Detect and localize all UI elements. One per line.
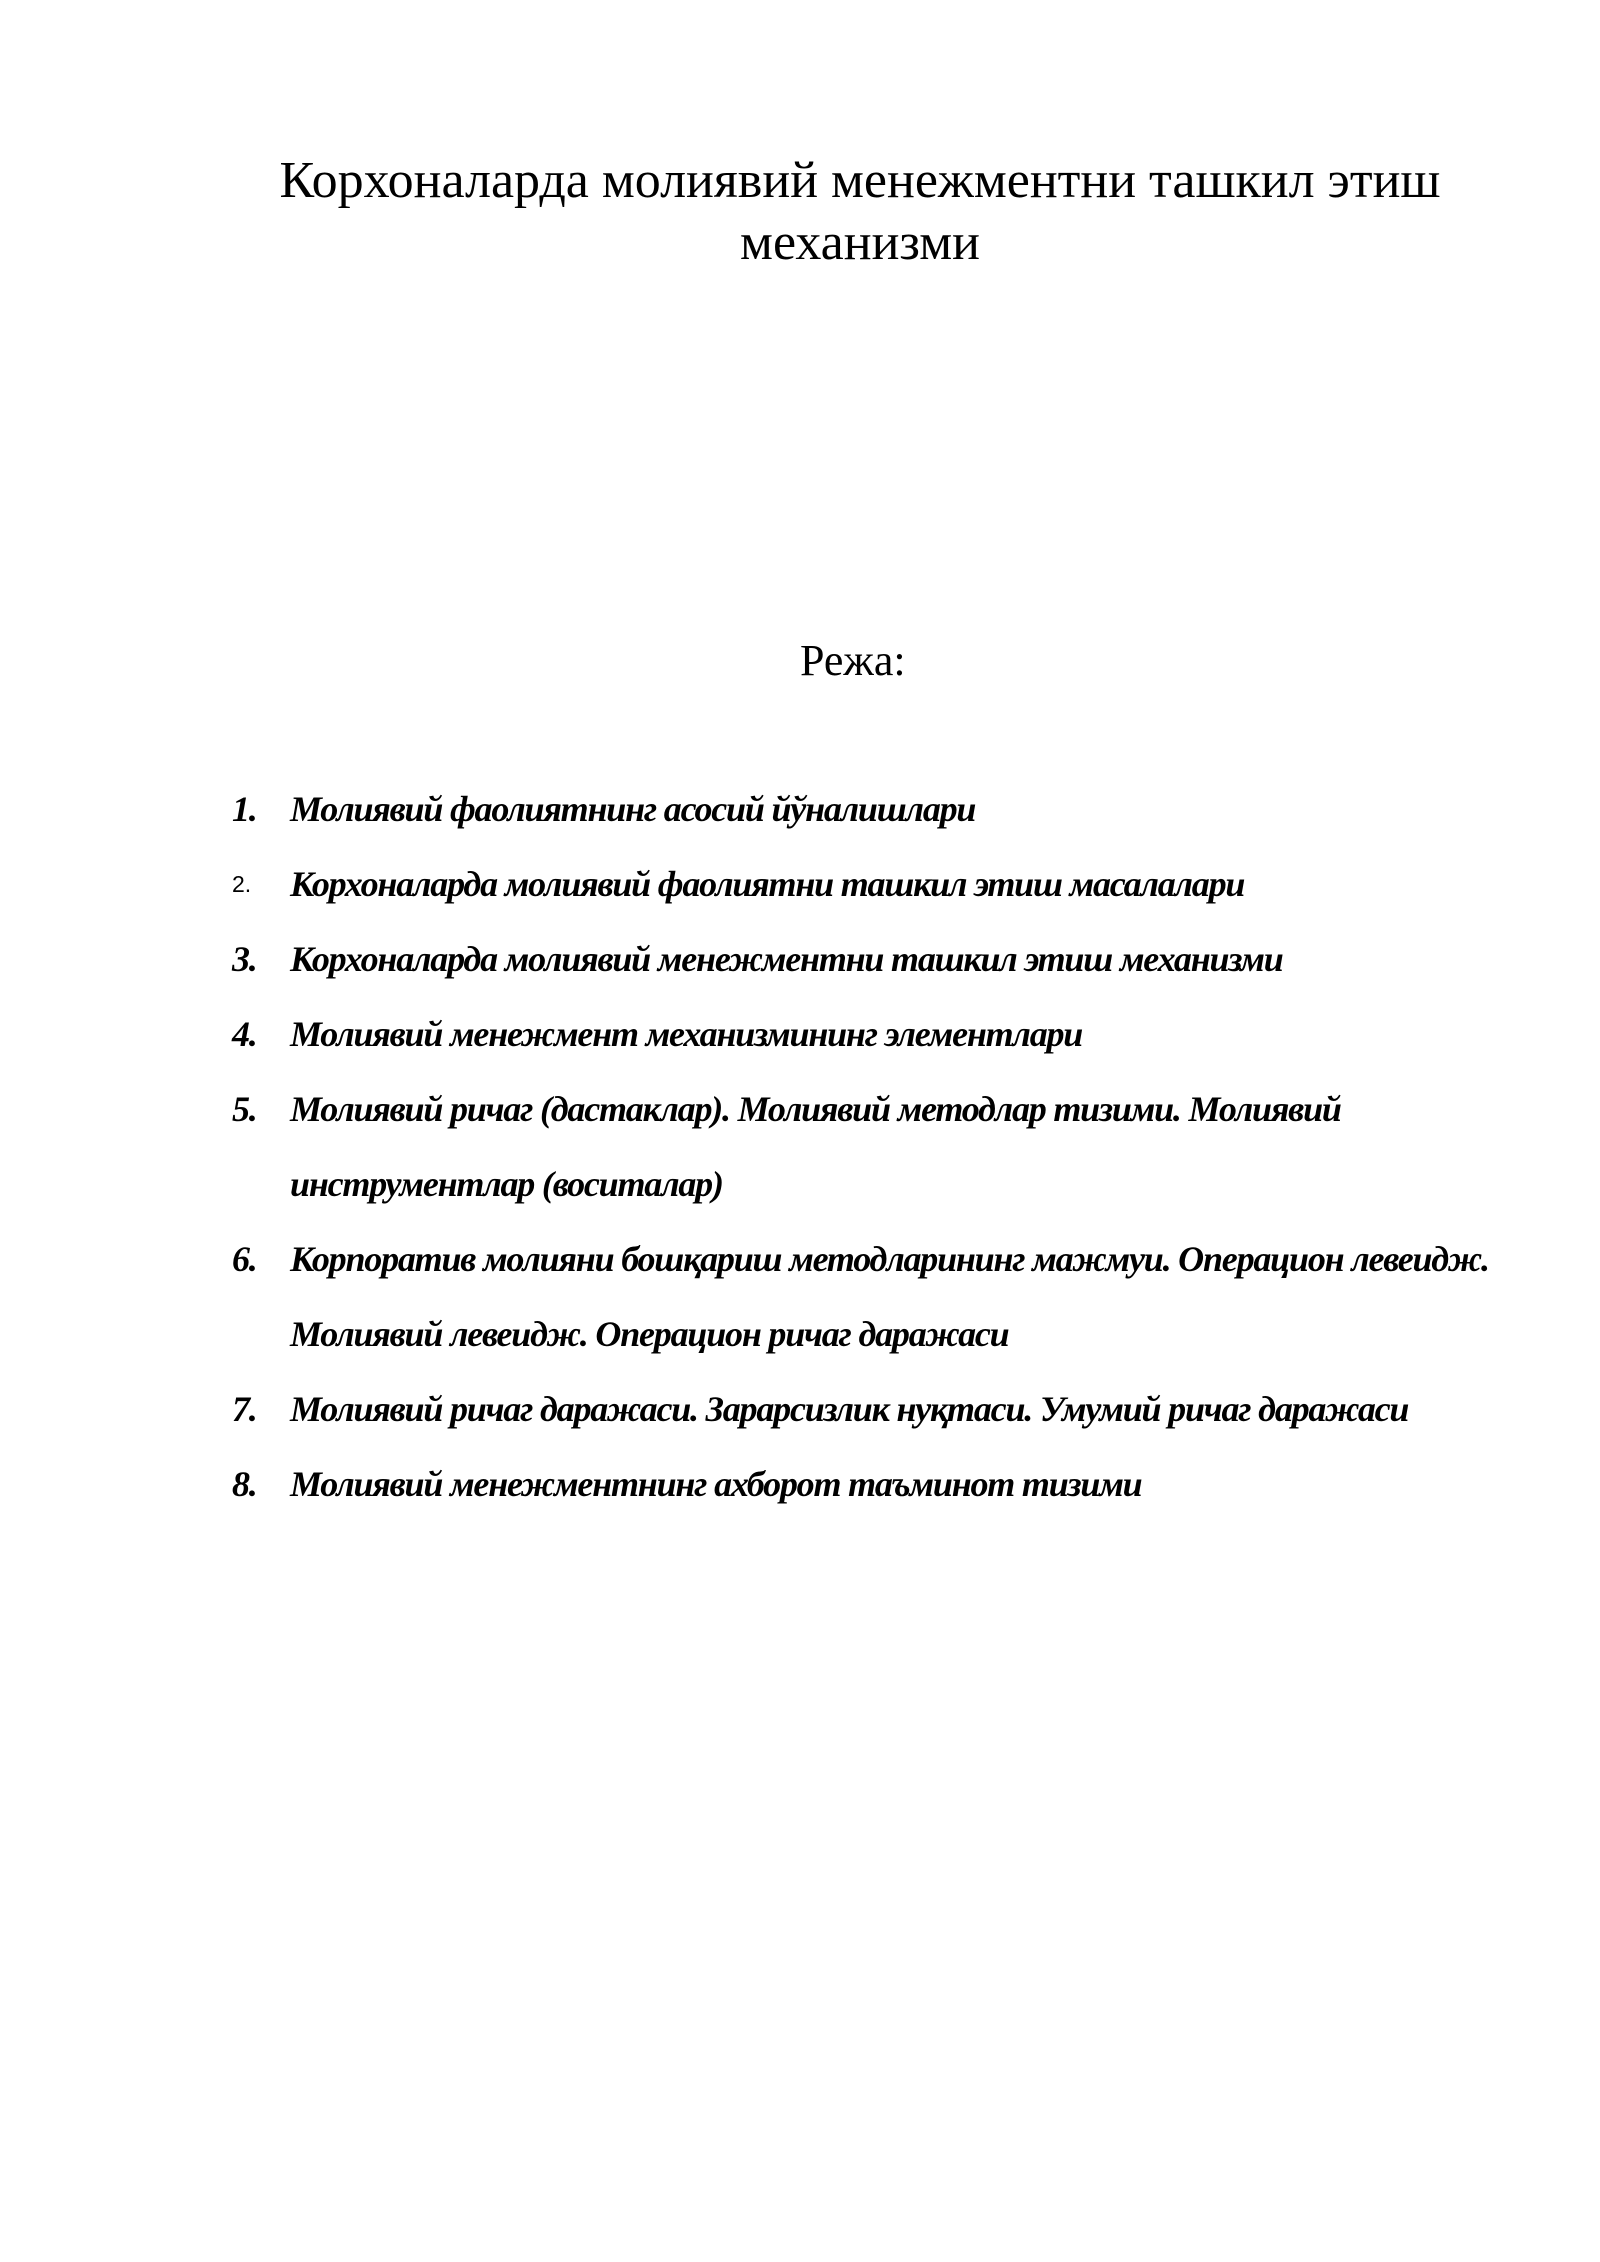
plan-item-number: 2.	[232, 871, 252, 897]
plan-item-2	[232, 847, 1532, 922]
document-title: Корхоналарда молиявий менежментни ташкил этиш механизми	[279, 152, 1441, 271]
plan-item-6	[232, 1222, 1532, 1372]
plan-item-text: Корпоратив молияни бошқариш методларининг мажмуи. Операцион левеидж. Молиявий левеидж. Операцион ричаг даражаси	[290, 1239, 1489, 1354]
plan-item-number: 1.	[232, 789, 257, 829]
plan-item-number: 8.	[232, 1464, 257, 1504]
plan-item-text: Молиявий ричаг (дастаклар). Молиявий методлар тизими. Молиявий инструментлар (воситалар)	[290, 1089, 1341, 1204]
plan-item-text: Корхоналарда молиявий фаолиятни ташкил этиш масалалари	[290, 864, 1245, 904]
plan-item-text: Молиявий ричаг даражаси. Зарарсизлик нуқтаси. Умумий ричаг даражаси	[290, 1389, 1409, 1429]
plan-item-number: 7.	[232, 1389, 257, 1429]
plan-item-3	[232, 922, 1532, 997]
plan-item-text: Корхоналарда молиявий менежментни ташкил этиш механизми	[290, 939, 1283, 979]
plan-item-8	[232, 1447, 1532, 1522]
plan-item-text: Молиявий фаолиятнинг асосий йўналишлари	[290, 789, 976, 829]
plan-item-number: 6.	[232, 1239, 257, 1279]
plan-list	[232, 772, 1532, 1522]
plan-heading: Режа:	[800, 636, 906, 685]
plan-item-number: 5.	[232, 1089, 257, 1129]
plan-item-4	[232, 997, 1532, 1072]
plan-item-text: Молиявий менежмент механизмининг элементлари	[290, 1014, 1083, 1054]
plan-item-5	[232, 1072, 1532, 1222]
plan-item-text: Молиявий менежментнинг ахборот таъминот тизими	[290, 1464, 1142, 1504]
plan-item-number: 4.	[232, 1014, 257, 1054]
plan-item-7	[232, 1372, 1532, 1447]
plan-item-1	[232, 772, 1532, 847]
plan-item-number: 3.	[232, 939, 257, 979]
